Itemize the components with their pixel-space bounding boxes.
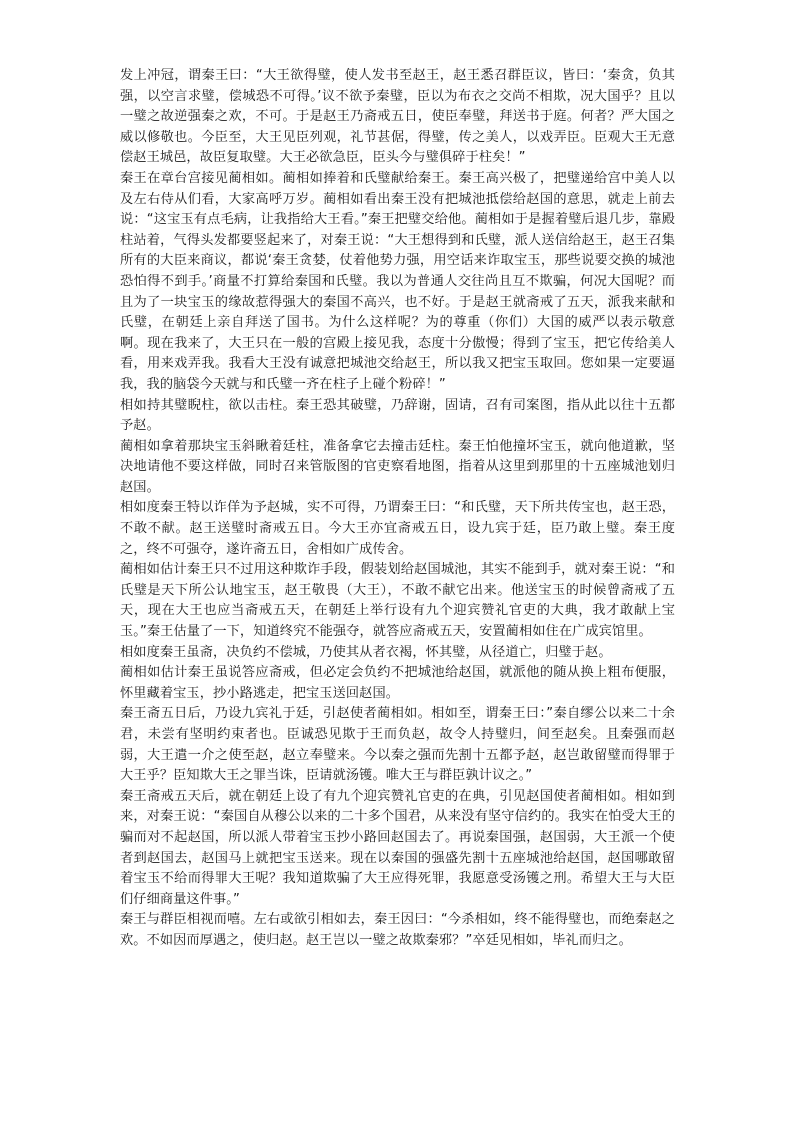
document-page: [120, 66, 675, 952]
paragraph: 相如度秦王特以诈佯为予赵城，实不可得，乃谓秦王曰：“和氏璧，天下所共传宝也，赵王恐，不敢不献。赵王送璧时斋戒五日。今大王亦宜斋戒五日，设九宾于廷，臣乃敢上璧。秦王度之，终不可强夺，遂许斋五日，舍相如广成传舍。: [120, 500, 675, 557]
paragraph: 发上冲冠，谓秦王曰：“大王欲得璧，使人发书至赵王，赵王悉召群臣议，皆曰：‘秦贪，负其强，以空言求璧，偿城恐不可得。’议不欲予秦璧，臣以为布衣之交尚不相欺，况大国乎？且以一璧之故逆强秦之欢，不可。于是赵王乃斋戒五日，使臣奉璧，拜送书于庭。何者？严大国之威以修敬也。今臣至，大王见臣列观，礼节甚倨，得璧，传之美人，以戏弄臣。臣观大王无意偿赵王城邑，故臣复取璧。大王必欲急臣，臣头今与璧俱碎于柱矣！”: [120, 68, 675, 166]
paragraph: 相如持其璧睨柱，欲以击柱。秦王恐其破璧，乃辞谢，固请，召有司案图，指从此以往十五都予赵。: [120, 397, 675, 434]
paragraph: 秦王斋五日后，乃设九宾礼于廷，引赵使者蔺相如。相如至，谓秦王曰：”秦自缪公以来二十余君，未尝有坚明约束者也。臣诚恐见欺于王而负赵，故令人持璧归，间至赵矣。且秦强而赵弱，大王遣一介之使至赵，赵立奉璧来。今以秦之强而先割十五都予赵，赵岂敢留璧而得罪于大王乎？臣知欺大王之罪当诛，臣请就汤镬。唯大王与群臣孰计议之。”: [120, 706, 675, 784]
paragraph: 蔺相如估计秦王虽说答应斋戒，但必定会负约不把城池给赵国，就派他的随从换上粗布便服，怀里藏着宝玉，抄小路逃走，把宝玉送回赵国。: [120, 665, 675, 701]
paragraph: 秦王斋戒五天后，就在朝廷上设了有九个迎宾赞礼官吏的在典，引见赵国使者蔺相如。相如到来，对秦王说：“秦国自从穆公以来的二十多个国君，从来没有坚守信约的。我实在怕受大王的骗而对不起赵国，所以派人带着宝玉抄小路回赵国去了。再说秦国强，赵国弱，大王派一个使者到赵国去，赵国马上就把宝玉送来。现在以秦国的强盛先割十五座城池给赵国，赵国哪敢留着宝玉不给而得罪大王呢？我知道欺骗了大王应得死罪，我愿意受汤镬之刑。希望大王与大臣们仔细商量这件事。”: [120, 788, 675, 907]
paragraph: 蔺相如拿着那块宝玉斜瞅着廷柱，准备拿它去撞击廷柱。秦王怕他撞坏宝玉，就向他道歉，坚决地请他不要这样做，同时召来管版图的官吏察看地图，指着从这里到那里的十五座城池划归赵国。: [120, 438, 675, 495]
paragraph: 秦王与群臣相视而嘻。左右或欲引相如去，秦王因曰：“今杀相如，终不能得璧也，而绝秦赵之欢。不如因而厚遇之，使归赵。赵王岂以一璧之故欺秦邪？”卒廷见相如，毕礼而归之。: [120, 912, 675, 948]
paragraph: 秦王在章台宫接见蔺相如。蔺相如捧着和氏璧献给秦王。秦王高兴极了，把璧递给宫中美人以及左右侍从们看，大家高呼万岁。蔺相如看出秦王没有把城池抵偿给赵国的意思，就走上前去说：“这宝玉有点毛病，让我指给大王看。”秦王把璧交给他。蔺相如于是握着璧后退几步，靠殿柱站着，气得头发都要竖起来了，对秦王说：“大王想得到和氏璧，派人送信给赵王，赵王召集所有的大臣来商议，都说‘秦王贪婪，仗着他势力强，用空话来诈取宝玉，那些说要交换的城池恐怕得不到手。’商量不打算给秦国和氏璧。我以为普通人交往尚且互不欺骗，何况大国呢？而且为了一块宝玉的缘故惹得强大的秦国不高兴，也不好。于是赵王就斋戒了五天，派我来献和氏璧，在朝廷上亲自拜送了国书。为什么这样呢？为的尊重（你们）大国的威严以表示敬意啊。现在我来了，大王只在一般的宫殿上接见我，态度十分傲慢；得到了宝玉，把它传给美人看，用来戏弄我。我看大王没有诚意把城池交给赵王，所以我又把宝玉取回。您如果一定要逼我，我的脑袋今天就与和氏璧一齐在柱子上碰个粉碎！”: [120, 170, 675, 392]
paragraph: 蔺相如估计秦王只不过用这种欺诈手段，假装划给赵国城池，其实不能到手，就对秦王说：“和氏璧是天下所公认地宝玉，赵王敬畏（大王），不敢不献它出来。他送宝玉的时候曾斋戒了五天，现在大王也应当斋戒五天，在朝廷上举行设有九个迎宾赞礼官吏的大典，我才敢献上宝玉。”秦王估量了一下，知道终究不能强夺，就答应斋戒五天，安置蔺相如住在广成宾馆里。: [120, 562, 675, 640]
paragraph: 相如度秦王虽斋，决负约不偿城，乃使其从者衣褐，怀其璧，从径道亡，归璧于赵。: [120, 644, 612, 660]
